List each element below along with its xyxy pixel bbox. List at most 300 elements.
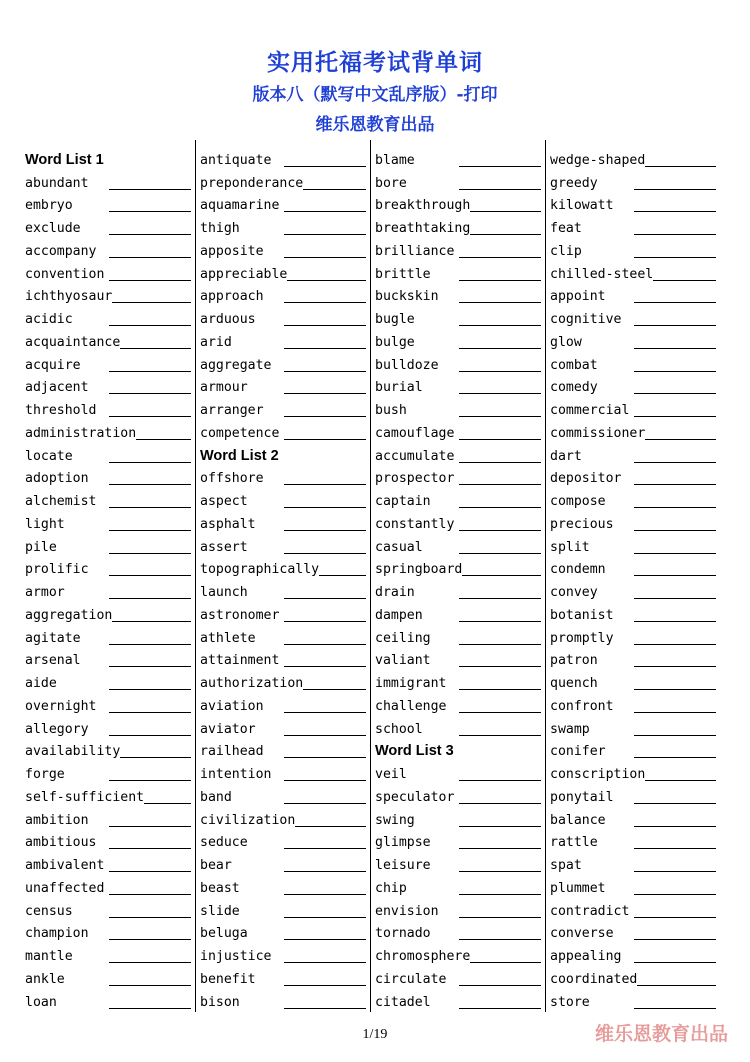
vocab-word: appoint [550, 289, 606, 305]
page-number: 1/19 [362, 1027, 388, 1042]
vocab-word: ambitious [25, 835, 97, 851]
answer-blank [459, 644, 541, 645]
vocab-word: depositor [550, 471, 622, 487]
vocab-word: rattle [550, 835, 598, 851]
vocab-word: authorization [200, 676, 304, 691]
word-row [375, 304, 543, 327]
vocab-word: offshore [200, 471, 264, 487]
answer-blank [634, 325, 716, 326]
word-row [25, 850, 193, 873]
answer-blank [109, 1008, 191, 1009]
answer-blank [109, 894, 191, 895]
answer-blank [459, 484, 541, 485]
word-row [25, 782, 193, 805]
vocab-word: antiquate [200, 152, 272, 168]
word-row [550, 691, 718, 714]
word-row [25, 623, 193, 646]
answer-blank [284, 325, 366, 326]
word-row [25, 646, 193, 669]
word-row [375, 987, 543, 1010]
answer-blank [109, 553, 191, 554]
page-title: 实用托福考试背单词 [267, 50, 483, 76]
word-row [375, 509, 543, 532]
vocab-word: champion [25, 926, 89, 942]
answer-blank [120, 348, 191, 349]
word-row [550, 282, 718, 305]
answer-blank [653, 280, 716, 281]
word-list-title: Word List 2 [200, 447, 279, 464]
word-row [375, 441, 543, 464]
answer-blank [109, 234, 191, 235]
answer-blank [637, 985, 716, 986]
answer-blank [459, 666, 541, 667]
answer-blank [109, 689, 191, 690]
word-row [200, 782, 368, 805]
word-row [550, 464, 718, 487]
word-row [550, 782, 718, 805]
answer-blank [109, 416, 191, 417]
answer-blank [645, 439, 716, 440]
answer-blank [284, 257, 366, 258]
vocab-word: chilled-steel [550, 266, 654, 282]
vocab-word: conifer [550, 744, 606, 760]
vocab-word: overnight [25, 698, 97, 714]
vocab-word: locate [25, 448, 73, 464]
vocab-word: arid [200, 334, 232, 350]
vocab-word: census [25, 903, 73, 919]
word-row [375, 532, 543, 555]
answer-blank [459, 939, 541, 940]
word-row [200, 350, 368, 373]
vocab-word: threshold [25, 403, 97, 418]
answer-blank [284, 917, 366, 918]
vocab-word: intention [200, 767, 272, 782]
vocab-word: seduce [200, 835, 248, 851]
word-row [550, 805, 718, 828]
vocab-word: railhead [200, 744, 264, 760]
publisher-line: 维乐恩教育出品 [315, 115, 435, 135]
answer-blank [109, 484, 191, 485]
vocab-word: abundant [25, 175, 89, 191]
vocab-word: attainment [200, 653, 280, 669]
word-row [25, 873, 193, 896]
vocab-word: bulldoze [375, 357, 439, 373]
answer-blank [459, 621, 541, 622]
word-row [25, 464, 193, 487]
vocab-word: pile [25, 539, 57, 555]
vocab-word: valiant [375, 653, 431, 669]
answer-blank [120, 757, 191, 758]
vocab-word: patron [550, 653, 598, 669]
word-row [200, 532, 368, 555]
answer-blank [459, 416, 541, 417]
vocab-word: store [550, 994, 590, 1010]
answer-blank [109, 575, 191, 576]
word-row [25, 805, 193, 828]
vocab-word: accumulate [375, 448, 455, 464]
vocab-word: captain [375, 494, 431, 509]
watermark-logo: 维乐恩教育出品 [594, 1023, 728, 1045]
word-row [550, 623, 718, 646]
answer-blank [459, 848, 541, 849]
answer-blank [109, 598, 191, 599]
vocab-word: bison [200, 994, 240, 1010]
word-row [375, 805, 543, 828]
answer-blank [634, 393, 716, 394]
answer-blank [459, 280, 541, 281]
word-row [550, 168, 718, 191]
answer-blank [109, 257, 191, 258]
word-columns [0, 145, 750, 1015]
answer-blank [109, 371, 191, 372]
word-row [200, 691, 368, 714]
word-row [375, 418, 543, 441]
vocab-word: envision [375, 903, 439, 919]
vocab-word: tornado [375, 926, 431, 942]
vocab-word: injustice [200, 949, 272, 964]
vocab-word: burial [375, 380, 423, 396]
vocab-word: wedge-shaped [550, 152, 646, 168]
answer-blank [634, 371, 716, 372]
word-list-heading [200, 441, 368, 464]
word-row [25, 600, 193, 623]
answer-blank [109, 211, 191, 212]
vocab-word: coordinated [550, 971, 638, 987]
word-row [25, 896, 193, 919]
vocab-word: ceiling [375, 630, 431, 646]
word-row [25, 304, 193, 327]
word-row [550, 668, 718, 691]
answer-blank [459, 735, 541, 736]
answer-blank [112, 302, 191, 303]
word-row [25, 327, 193, 350]
word-row [550, 896, 718, 919]
word-row [200, 486, 368, 509]
vocab-word: light [25, 516, 65, 532]
word-row [375, 668, 543, 691]
vocab-word: school [375, 721, 423, 737]
vocab-word: citadel [375, 994, 431, 1010]
vocab-word: convey [550, 585, 598, 600]
answer-blank [634, 644, 716, 645]
vocab-word: bear [200, 858, 232, 873]
vocab-word: ambivalent [25, 858, 105, 873]
vocab-word: leisure [375, 858, 431, 873]
vocab-word: chromosphere [375, 949, 471, 964]
word-row [25, 532, 193, 555]
answer-blank [284, 166, 366, 167]
answer-blank [634, 689, 716, 690]
answer-blank [284, 780, 366, 781]
answer-blank [284, 1008, 366, 1009]
answer-blank [284, 416, 366, 417]
answer-blank [284, 803, 366, 804]
answer-blank [109, 735, 191, 736]
answer-blank [459, 780, 541, 781]
vocab-word: challenge [375, 698, 447, 714]
vocab-word: armour [200, 380, 248, 396]
word-row [550, 759, 718, 782]
vocab-word: aide [25, 676, 57, 691]
vocab-word: promptly [550, 630, 614, 646]
answer-blank [284, 962, 366, 963]
vocab-word: apposite [200, 243, 264, 259]
vocab-word: swing [375, 812, 415, 828]
word-row [375, 759, 543, 782]
answer-blank [319, 575, 366, 576]
answer-blank [634, 257, 716, 258]
vocab-word: athlete [200, 630, 256, 646]
word-row [375, 259, 543, 282]
answer-blank [634, 598, 716, 599]
word-row [25, 828, 193, 851]
word-row [200, 259, 368, 282]
answer-blank [109, 666, 191, 667]
word-row [25, 213, 193, 236]
word-row [25, 691, 193, 714]
answer-blank [459, 712, 541, 713]
answer-blank [109, 848, 191, 849]
word-row [200, 759, 368, 782]
answer-blank [459, 894, 541, 895]
word-row [550, 577, 718, 600]
word-row [375, 964, 543, 987]
vocab-word: dart [550, 448, 582, 464]
word-row [200, 987, 368, 1010]
word-row [375, 714, 543, 737]
word-row [550, 941, 718, 964]
word-row [550, 919, 718, 942]
answer-blank [284, 985, 366, 986]
answer-blank [459, 189, 541, 190]
vocab-word: civilization [200, 812, 296, 828]
vocab-word: split [550, 539, 590, 555]
answer-blank [459, 553, 541, 554]
word-row [375, 691, 543, 714]
word-row [200, 327, 368, 350]
vocab-word: dampen [375, 607, 423, 623]
answer-blank [634, 484, 716, 485]
answer-blank [634, 348, 716, 349]
word-row [200, 850, 368, 873]
vocab-word: confront [550, 698, 614, 714]
answer-blank [634, 894, 716, 895]
vocab-word: comedy [550, 380, 598, 396]
word-row [200, 646, 368, 669]
vocab-word: glimpse [375, 835, 431, 851]
word-row [550, 418, 718, 441]
word-row [375, 327, 543, 350]
vocab-word: breathtaking [375, 221, 471, 236]
answer-blank [284, 507, 366, 508]
vocab-word: appreciable [200, 266, 288, 282]
word-column-4 [550, 145, 718, 1010]
vocab-word: acidic [25, 312, 73, 327]
vocab-word: loan [25, 994, 57, 1010]
vocab-word: commercial [550, 403, 630, 418]
vocab-word: prolific [25, 562, 89, 578]
vocab-word: assert [200, 539, 248, 555]
word-row [550, 737, 718, 760]
answer-blank [634, 621, 716, 622]
answer-blank [459, 826, 541, 827]
word-row [550, 145, 718, 168]
word-row [550, 646, 718, 669]
vocab-word: bush [375, 403, 407, 418]
vocab-word: self-sufficient [25, 789, 145, 805]
answer-blank [634, 735, 716, 736]
word-row [550, 987, 718, 1010]
vocab-word: springboard [375, 562, 463, 578]
vocab-word: bugle [375, 312, 415, 327]
word-row [550, 964, 718, 987]
word-row [25, 964, 193, 987]
answer-blank [109, 985, 191, 986]
answer-blank [459, 917, 541, 918]
word-row [375, 646, 543, 669]
vocab-word: combat [550, 357, 598, 373]
answer-blank [470, 234, 541, 235]
word-row [375, 623, 543, 646]
answer-blank [284, 439, 366, 440]
answer-blank [459, 1008, 541, 1009]
answer-blank [634, 530, 716, 531]
word-row [200, 941, 368, 964]
answer-blank [459, 348, 541, 349]
answer-blank [136, 439, 191, 440]
vocab-word: balance [550, 812, 606, 828]
answer-blank [645, 166, 716, 167]
answer-blank [459, 507, 541, 508]
word-row [550, 873, 718, 896]
vocab-word: feat [550, 221, 582, 236]
vocab-word: bore [375, 175, 407, 191]
word-row [375, 555, 543, 578]
answer-blank [284, 530, 366, 531]
word-row [550, 236, 718, 259]
answer-blank [284, 735, 366, 736]
vocab-word: adoption [25, 471, 89, 487]
vocab-word: armor [25, 585, 65, 600]
word-row [200, 737, 368, 760]
word-row [25, 191, 193, 214]
word-row [200, 236, 368, 259]
word-row [550, 213, 718, 236]
answer-blank [112, 621, 191, 622]
vocab-word: administration [25, 425, 137, 441]
vocab-word: arduous [200, 312, 256, 327]
vocab-word: mantle [25, 949, 73, 964]
answer-blank [284, 211, 366, 212]
answer-blank [284, 871, 366, 872]
answer-blank [284, 598, 366, 599]
answer-blank [634, 211, 716, 212]
word-row [550, 395, 718, 418]
answer-blank [459, 439, 541, 440]
answer-blank [109, 826, 191, 827]
word-row [375, 236, 543, 259]
word-row [200, 418, 368, 441]
vocab-word: commissioner [550, 425, 646, 441]
answer-blank [634, 803, 716, 804]
vocab-word: allegory [25, 721, 89, 737]
word-row [550, 259, 718, 282]
vocab-word: aviator [200, 721, 256, 737]
vocab-word: aggregation [25, 607, 113, 623]
word-row [200, 668, 368, 691]
answer-blank [470, 962, 541, 963]
vocab-word: blame [375, 152, 415, 168]
answer-blank [284, 666, 366, 667]
vocab-word: forge [25, 767, 65, 782]
word-row [375, 941, 543, 964]
vocab-word: breakthrough [375, 198, 471, 214]
vocab-word: exclude [25, 221, 81, 236]
vocab-word: ponytail [550, 789, 614, 805]
word-row [25, 168, 193, 191]
word-row [375, 828, 543, 851]
vocab-word: prospector [375, 471, 455, 487]
vocab-word: buckskin [375, 289, 439, 305]
word-row [375, 486, 543, 509]
answer-blank [634, 666, 716, 667]
vocab-word: band [200, 789, 232, 805]
answer-blank [462, 575, 541, 576]
vocab-word: beluga [200, 926, 248, 942]
vocab-word: contradict [550, 903, 630, 919]
word-row [375, 782, 543, 805]
word-row [550, 486, 718, 509]
word-row [550, 373, 718, 396]
answer-blank [284, 302, 366, 303]
answer-blank [284, 234, 366, 235]
word-row [550, 532, 718, 555]
word-row [550, 509, 718, 532]
vocab-word: aquamarine [200, 198, 280, 214]
vocab-word: conscription [550, 767, 646, 782]
vocab-word: bulge [375, 334, 415, 350]
word-column-1 [25, 145, 193, 1010]
answer-blank [459, 985, 541, 986]
word-row [375, 191, 543, 214]
word-row [200, 168, 368, 191]
vocab-word: availability [25, 744, 121, 760]
word-row [25, 236, 193, 259]
word-row [200, 509, 368, 532]
answer-blank [295, 826, 366, 827]
answer-blank [284, 848, 366, 849]
page-subtitle: 版本八（默写中文乱序版）-打印 [252, 85, 498, 105]
vocab-word: kilowatt [550, 198, 614, 214]
answer-blank [109, 530, 191, 531]
word-row [200, 191, 368, 214]
answer-blank [634, 1008, 716, 1009]
word-row [25, 486, 193, 509]
answer-blank [284, 894, 366, 895]
word-row [25, 941, 193, 964]
answer-blank [459, 302, 541, 303]
vocab-word: preponderance [200, 175, 304, 191]
answer-blank [634, 962, 716, 963]
word-row [25, 259, 193, 282]
word-row [200, 145, 368, 168]
word-column-3 [375, 145, 543, 1010]
word-row [375, 873, 543, 896]
answer-blank [284, 371, 366, 372]
answer-blank [634, 302, 716, 303]
answer-blank [459, 803, 541, 804]
answer-blank [109, 939, 191, 940]
